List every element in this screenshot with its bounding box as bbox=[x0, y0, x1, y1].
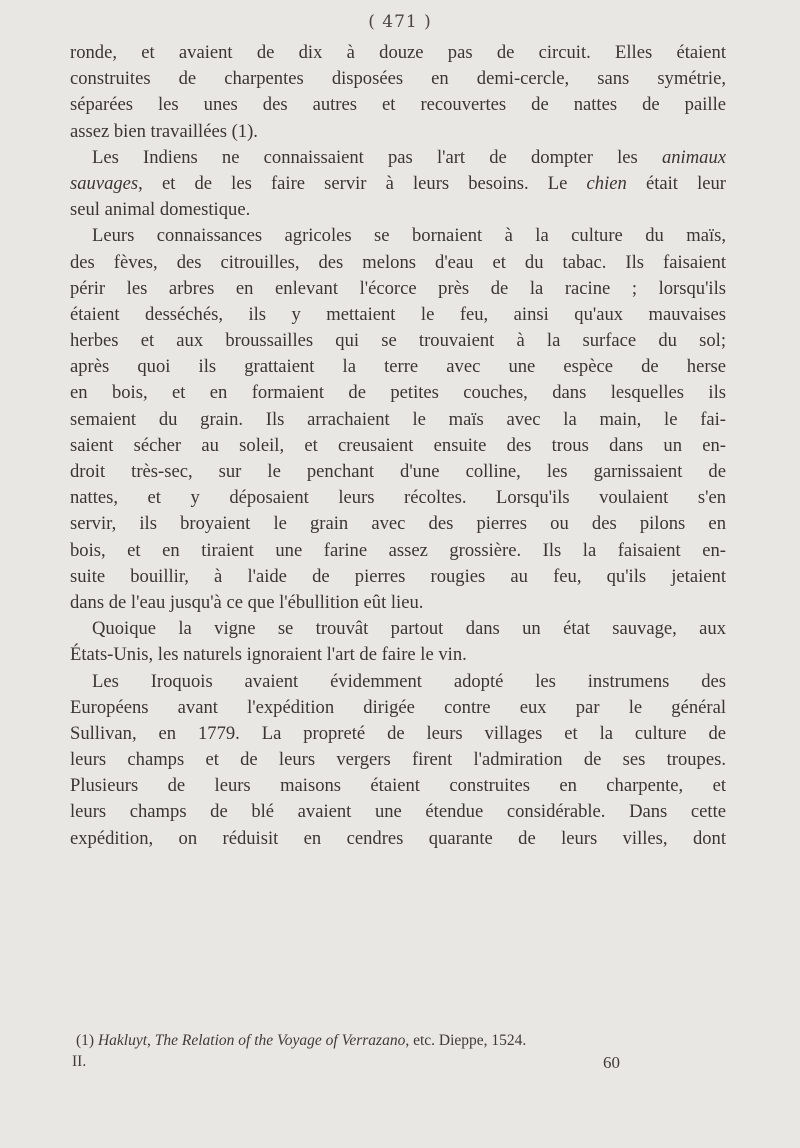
text-line: nattes, et y déposaient leurs récoltes. Lorsqu'ils voulaient s'en bbox=[70, 487, 726, 509]
text-line: séparées les unes des autres et recouvertes de nattes de paille bbox=[70, 94, 726, 116]
text-line: Leurs connaissances agricoles se bornaient à la culture du maïs, bbox=[92, 225, 726, 247]
footnote-title: The Relation of the Voyage of Verrazano bbox=[154, 1032, 406, 1049]
text-line: herbes et aux broussailles qui se trouvaient à la surface du sol; bbox=[70, 330, 726, 352]
text-line: après quoi ils grattaient la terre avec une espèce de herse bbox=[70, 356, 726, 378]
text-line: seul animal domestique. bbox=[70, 199, 251, 221]
page-number-header: ( 471 ) bbox=[368, 12, 432, 32]
text-line: servir, ils broyaient le grain avec des pierres ou des pilons en bbox=[70, 513, 726, 535]
text-line: leurs champs de blé avaient une étendue considérable. Dans cette bbox=[70, 801, 726, 823]
text-line: États-Unis, les naturels ignoraient l'art de faire le vin. bbox=[70, 644, 467, 666]
text-line: expédition, on réduisit en cendres quarante de leurs villes, dont bbox=[70, 827, 726, 849]
text-line: suite bouillir, à l'aide de pierres rougies au feu, qu'ils jetaient bbox=[70, 565, 726, 587]
text-line: ronde, et avaient de dix à douze pas de circuit. Elles étaient bbox=[70, 42, 726, 63]
signature-mark: II. bbox=[72, 1053, 87, 1070]
text-line: leurs champs et de leurs vergers firent l'admiration de ses troupes. bbox=[70, 749, 726, 771]
text-line: en bois, et en formaient de petites couches, dans lesquelles ils bbox=[70, 382, 726, 404]
text-line: Plusieurs de leurs maisons étaient construites en charpente, et bbox=[70, 775, 726, 797]
text-line: assez bien travaillées (1). bbox=[70, 120, 258, 142]
body-text bbox=[70, 40, 726, 852]
footnote-rest: , etc. Dieppe, 1524. bbox=[405, 1032, 527, 1049]
text-line: Sullivan, en 1779. La propreté de leurs villages et la culture de bbox=[70, 722, 726, 744]
text-line: étaient desséchés, ils y mettaient le feu, ainsi qu'aux mauvaises bbox=[70, 303, 726, 325]
text-line: droit très-sec, sur le penchant d'une colline, les garnissaient de bbox=[70, 461, 726, 482]
footnote-mark: (1) bbox=[76, 1032, 95, 1049]
text-line: saient sécher au soleil, et creusaient ensuite des trous dans un en- bbox=[70, 434, 726, 456]
footnote: (1) Hakluyt, The Relation of the Voyage of Verrazano, etc. Dieppe, 1524. bbox=[76, 1032, 527, 1049]
signature-number: 60 bbox=[603, 1053, 620, 1072]
text-line: sauvages, et de les faire servir à leurs besoins. Le chien était leur bbox=[70, 172, 726, 194]
text-line: Européens avant l'expédition dirigée contre eux par le général bbox=[70, 696, 726, 718]
text-line: périr les arbres en enlevant l'écorce près de la racine ; lorsqu'ils bbox=[70, 277, 726, 299]
text-line: bois, et en tiraient une farine assez grossière. Ils la faisaient en- bbox=[70, 539, 726, 561]
text-line: construites de charpentes disposées en demi-cercle, sans symétrie, bbox=[70, 68, 726, 90]
text-line: dans de l'eau jusqu'à ce que l'ébullition eût lieu. bbox=[70, 591, 424, 613]
text-line: Quoique la vigne se trouvât partout dans un état sauvage, aux bbox=[92, 618, 726, 640]
text-line: Les Iroquois avaient évidemment adopté les instrumens des bbox=[92, 670, 726, 692]
text-line: des fèves, des citrouilles, des melons d'eau et du tabac. Ils faisaient bbox=[70, 251, 726, 273]
text-line: Les Indiens ne connaissaient pas l'art de dompter les animaux bbox=[92, 146, 726, 168]
text-line: semaient du grain. Ils arrachaient le maïs avec la main, le fai- bbox=[70, 408, 726, 430]
footnote-author: Hakluyt bbox=[97, 1032, 148, 1049]
